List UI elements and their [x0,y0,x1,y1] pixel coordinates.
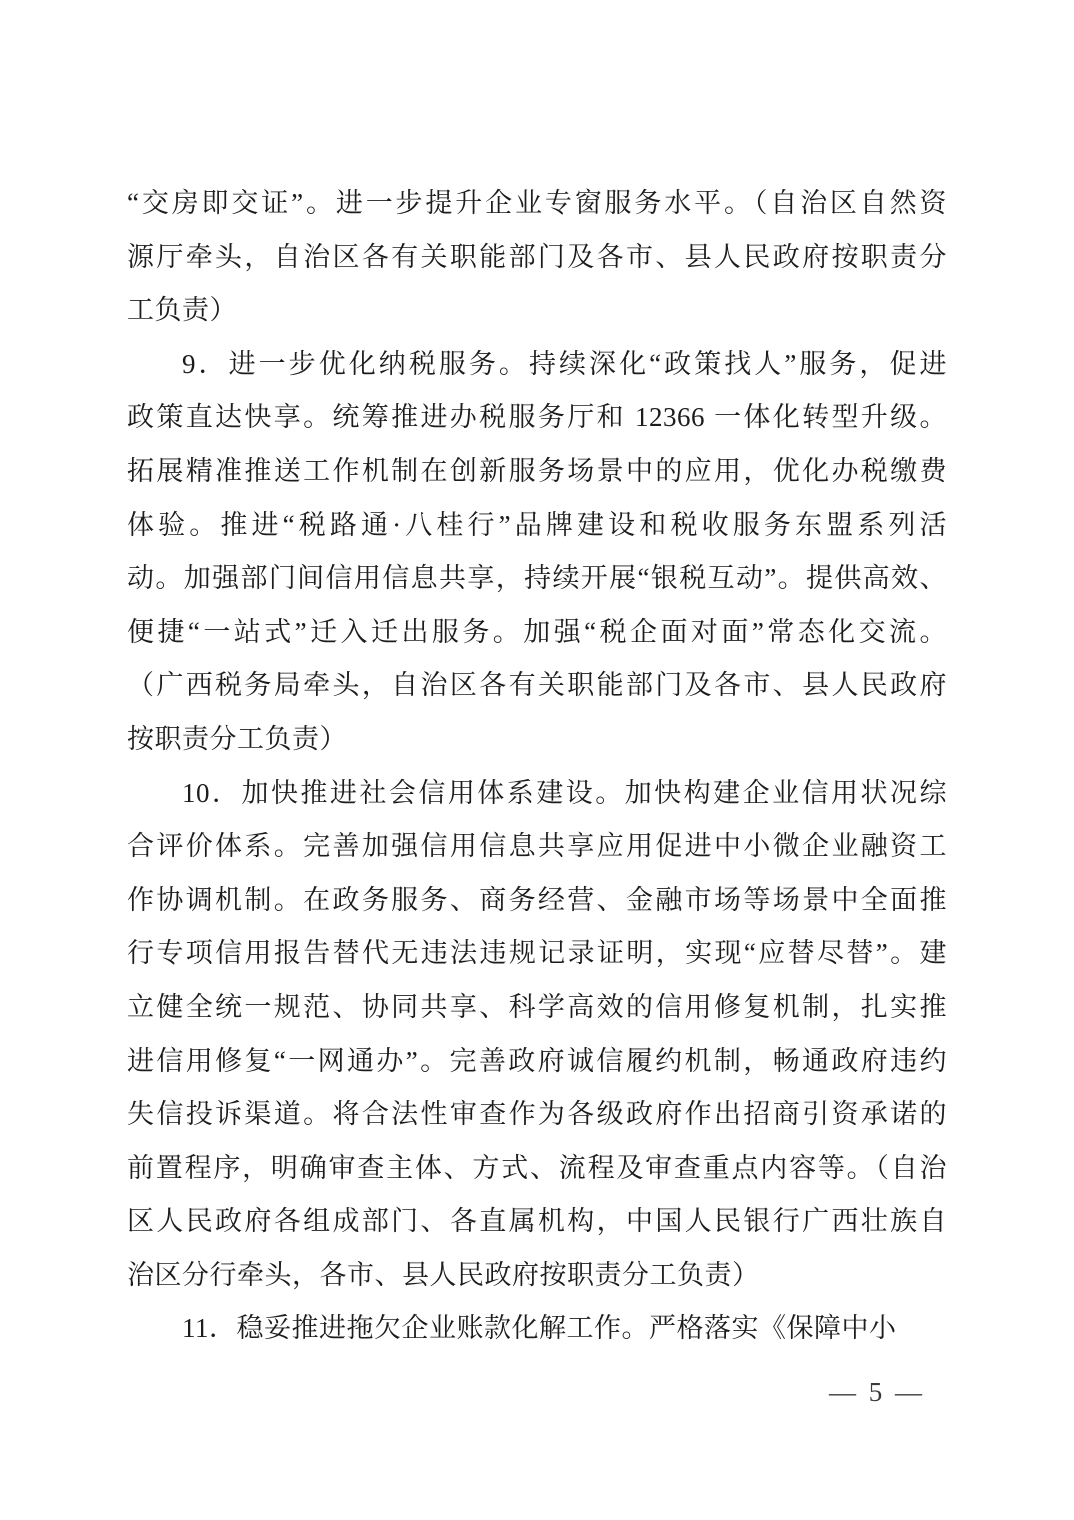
para-8-continuation [127,177,947,338]
para-11 [127,1302,947,1356]
text-line: 治区分行牵头，各市、县人民政府按职责分工负责） [127,1259,760,1290]
text-line: 工负责） [127,295,237,326]
text-line: 作协调机制。在政务服务、商务经营、金融市场等场景中全面推 [127,884,947,915]
text-line: 体验。推进“税路通·八桂行”品牌建设和税收服务东盟系列活 [127,509,947,540]
text-line: 按职责分工负责） [127,723,347,754]
text-line: 立健全统一规范、协同共享、科学高效的信用修复机制，扎实推 [127,991,947,1022]
text-line: 区人民政府各组成部门、各直属机构，中国人民银行广西壮族自 [127,1206,947,1237]
para-10 [127,767,947,1303]
text-line: 11．稳妥推进拖欠企业账款化解工作。严格落实《保障中小 [182,1313,897,1344]
text-line: 进信用修复“一网通办”。完善政府诚信履约机制，畅通政府违约 [127,1045,947,1076]
text-line: 源厅牵头，自治区各有关职能部门及各市、县人民政府按职责分 [127,241,947,272]
text-line: 失信投诉渠道。将合法性审查作为各级政府作出招商引资承诺的 [127,1099,947,1130]
text-line: 10．加快推进社会信用体系建设。加快构建企业信用状况综 [182,777,947,808]
text-line: 前置程序，明确审查主体、方式、流程及审查重点内容等。（自治 [127,1152,947,1183]
text-line: 动。加强部门间信用信息共享，持续开展“银税互动”。提供高效、 [127,563,947,594]
text-line: 政策直达快享。统筹推进办税服务厅和 12366 一体化转型升级。 [127,402,947,433]
text-line: 便捷“一站式”迁入迁出服务。加强“税企面对面”常态化交流。 [127,616,947,647]
text-line: 合评价体系。完善加强信用信息共享应用促进中小微企业融资工 [127,831,947,862]
text-line: 9．进一步优化纳税服务。持续深化“政策找人”服务，促进 [182,348,947,379]
para-9 [127,338,947,767]
text-line: （广西税务局牵头，自治区各有关职能部门及各市、县人民政府 [127,670,947,701]
document-body [127,177,947,1356]
text-line: 行专项信用报告替代无违法违规记录证明，实现“应替尽替”。建 [127,938,947,969]
text-line: “交房即交证”。进一步提升企业专窗服务水平。（自治区自然资 [127,188,947,218]
text-line: 拓展精准推送工作机制在创新服务场景中的应用，优化办税缴费 [127,455,947,486]
page-number: — 5 — [829,1377,922,1407]
